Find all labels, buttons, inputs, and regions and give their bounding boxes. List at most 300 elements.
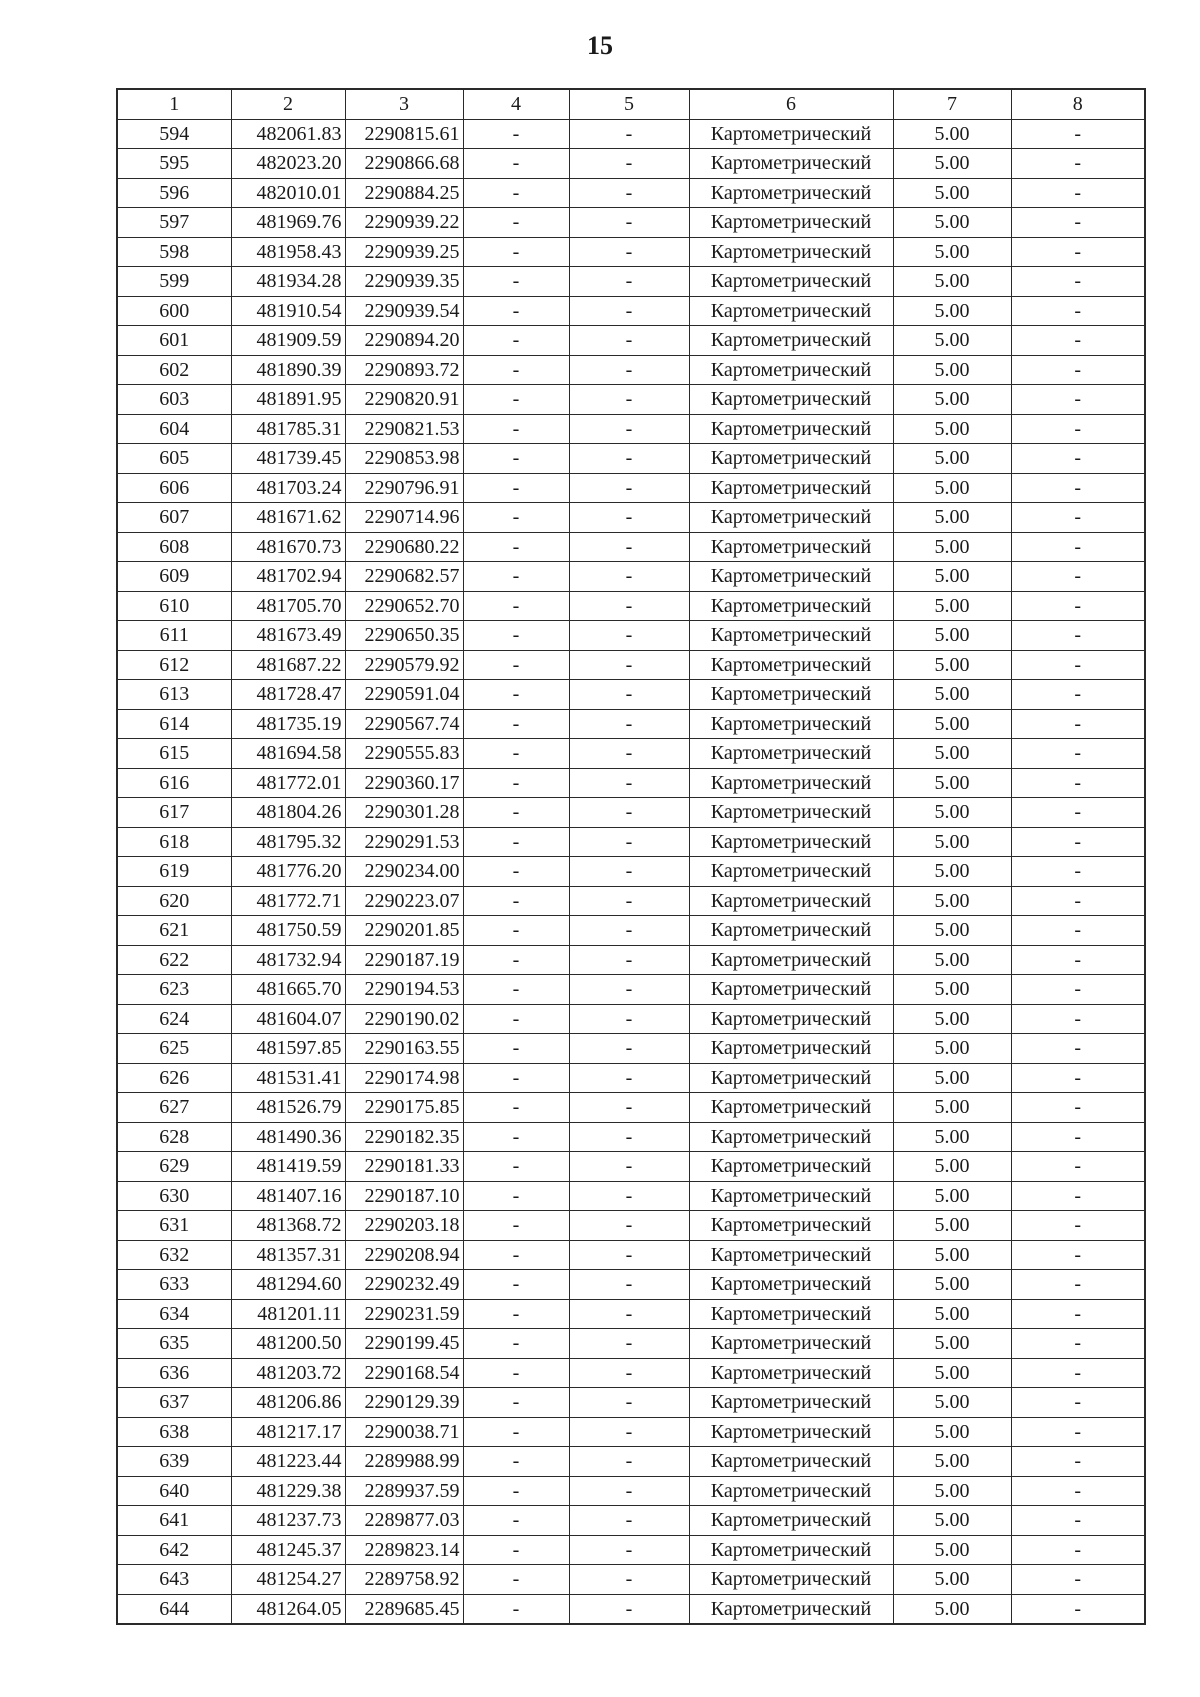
x-coordinate-cell: 481223.44 [231, 1447, 345, 1477]
x-coordinate-cell: 481200.50 [231, 1329, 345, 1359]
x-coordinate-cell: 481419.59 [231, 1152, 345, 1182]
method-cell: Картометрический [689, 1034, 893, 1064]
accuracy-cell: 5.00 [893, 1093, 1011, 1123]
y-coordinate-cell: 2290181.33 [345, 1152, 463, 1182]
accuracy-cell: 5.00 [893, 739, 1011, 769]
table-row [117, 916, 1145, 946]
y-coordinate-cell: 2290796.91 [345, 473, 463, 503]
column-5-cell: - [569, 1093, 689, 1123]
accuracy-cell: 5.00 [893, 1299, 1011, 1329]
x-coordinate-cell: 482061.83 [231, 119, 345, 149]
accuracy-cell: 5.00 [893, 1506, 1011, 1536]
coordinates-table [116, 88, 1146, 1625]
y-coordinate-cell: 2290820.91 [345, 385, 463, 415]
y-coordinate-cell: 2289758.92 [345, 1565, 463, 1595]
x-coordinate-cell: 481750.59 [231, 916, 345, 946]
column-4-cell: - [463, 827, 569, 857]
point-number-cell: 620 [117, 886, 231, 916]
accuracy-cell: 5.00 [893, 149, 1011, 179]
x-coordinate-cell: 481909.59 [231, 326, 345, 356]
method-cell: Картометрический [689, 1004, 893, 1034]
method-cell: Картометрический [689, 326, 893, 356]
x-coordinate-cell: 481671.62 [231, 503, 345, 533]
column-5-cell: - [569, 1417, 689, 1447]
method-cell: Картометрический [689, 1093, 893, 1123]
column-8-cell: - [1011, 532, 1145, 562]
page-number: 15 [587, 31, 613, 60]
x-coordinate-cell: 481728.47 [231, 680, 345, 710]
table-row [117, 1004, 1145, 1034]
column-4-cell: - [463, 886, 569, 916]
x-coordinate-cell: 481490.36 [231, 1122, 345, 1152]
table-row [117, 267, 1145, 297]
column-8-cell: - [1011, 355, 1145, 385]
column-header: 6 [689, 89, 893, 119]
table-row [117, 1476, 1145, 1506]
column-8-cell: - [1011, 886, 1145, 916]
column-5-cell: - [569, 267, 689, 297]
method-cell: Картометрический [689, 1565, 893, 1595]
method-cell: Картометрический [689, 1535, 893, 1565]
y-coordinate-cell: 2289988.99 [345, 1447, 463, 1477]
accuracy-cell: 5.00 [893, 1476, 1011, 1506]
column-4-cell: - [463, 1063, 569, 1093]
column-4-cell: - [463, 1565, 569, 1595]
column-5-cell: - [569, 385, 689, 415]
method-cell: Картометрический [689, 1447, 893, 1477]
column-8-cell: - [1011, 827, 1145, 857]
column-8-cell: - [1011, 178, 1145, 208]
column-8-cell: - [1011, 857, 1145, 887]
y-coordinate-cell: 2290680.22 [345, 532, 463, 562]
method-cell: Картометрический [689, 355, 893, 385]
table-body [117, 119, 1145, 1624]
accuracy-cell: 5.00 [893, 886, 1011, 916]
table-row [117, 650, 1145, 680]
column-4-cell: - [463, 1506, 569, 1536]
method-cell: Картометрический [689, 414, 893, 444]
y-coordinate-cell: 2289877.03 [345, 1506, 463, 1536]
method-cell: Картометрический [689, 650, 893, 680]
column-4-cell: - [463, 119, 569, 149]
column-5-cell: - [569, 1388, 689, 1418]
table-row [117, 385, 1145, 415]
accuracy-cell: 5.00 [893, 768, 1011, 798]
method-cell: Картометрический [689, 149, 893, 179]
column-5-cell: - [569, 355, 689, 385]
accuracy-cell: 5.00 [893, 945, 1011, 975]
table-row [117, 827, 1145, 857]
column-8-cell: - [1011, 1565, 1145, 1595]
accuracy-cell: 5.00 [893, 1004, 1011, 1034]
column-5-cell: - [569, 709, 689, 739]
method-cell: Картометрический [689, 1211, 893, 1241]
column-8-cell: - [1011, 1004, 1145, 1034]
column-5-cell: - [569, 1594, 689, 1624]
point-number-cell: 637 [117, 1388, 231, 1418]
column-5-cell: - [569, 739, 689, 769]
method-cell: Картометрический [689, 532, 893, 562]
accuracy-cell: 5.00 [893, 798, 1011, 828]
x-coordinate-cell: 481890.39 [231, 355, 345, 385]
point-number-cell: 639 [117, 1447, 231, 1477]
table-row [117, 444, 1145, 474]
column-8-cell: - [1011, 768, 1145, 798]
table-row [117, 1388, 1145, 1418]
y-coordinate-cell: 2290821.53 [345, 414, 463, 444]
column-5-cell: - [569, 1476, 689, 1506]
table-row [117, 473, 1145, 503]
y-coordinate-cell: 2290199.45 [345, 1329, 463, 1359]
table-row [117, 709, 1145, 739]
column-8-cell: - [1011, 1093, 1145, 1123]
x-coordinate-cell: 481735.19 [231, 709, 345, 739]
table-row [117, 1152, 1145, 1182]
table-row [117, 975, 1145, 1005]
column-4-cell: - [463, 178, 569, 208]
x-coordinate-cell: 482010.01 [231, 178, 345, 208]
x-coordinate-cell: 482023.20 [231, 149, 345, 179]
column-8-cell: - [1011, 473, 1145, 503]
accuracy-cell: 5.00 [893, 1594, 1011, 1624]
column-8-cell: - [1011, 1447, 1145, 1477]
table-row [117, 1181, 1145, 1211]
x-coordinate-cell: 481357.31 [231, 1240, 345, 1270]
x-coordinate-cell: 481665.70 [231, 975, 345, 1005]
table-row [117, 768, 1145, 798]
point-number-cell: 630 [117, 1181, 231, 1211]
y-coordinate-cell: 2290894.20 [345, 326, 463, 356]
column-5-cell: - [569, 886, 689, 916]
y-coordinate-cell: 2290168.54 [345, 1358, 463, 1388]
column-5-cell: - [569, 1152, 689, 1182]
point-number-cell: 631 [117, 1211, 231, 1241]
y-coordinate-cell: 2290208.94 [345, 1240, 463, 1270]
method-cell: Картометрический [689, 709, 893, 739]
y-coordinate-cell: 2290175.85 [345, 1093, 463, 1123]
column-8-cell: - [1011, 414, 1145, 444]
column-8-cell: - [1011, 562, 1145, 592]
column-5-cell: - [569, 1329, 689, 1359]
point-number-cell: 642 [117, 1535, 231, 1565]
accuracy-cell: 5.00 [893, 1329, 1011, 1359]
column-5-cell: - [569, 1270, 689, 1300]
column-4-cell: - [463, 355, 569, 385]
table-row [117, 886, 1145, 916]
column-5-cell: - [569, 1535, 689, 1565]
table-row [117, 1093, 1145, 1123]
column-5-cell: - [569, 621, 689, 651]
accuracy-cell: 5.00 [893, 237, 1011, 267]
column-8-cell: - [1011, 1535, 1145, 1565]
x-coordinate-cell: 481910.54 [231, 296, 345, 326]
method-cell: Картометрический [689, 1152, 893, 1182]
y-coordinate-cell: 2290187.19 [345, 945, 463, 975]
table-row [117, 591, 1145, 621]
table-row [117, 621, 1145, 651]
method-cell: Картометрический [689, 768, 893, 798]
x-coordinate-cell: 481294.60 [231, 1270, 345, 1300]
y-coordinate-cell: 2290579.92 [345, 650, 463, 680]
method-cell: Картометрический [689, 857, 893, 887]
point-number-cell: 615 [117, 739, 231, 769]
column-8-cell: - [1011, 650, 1145, 680]
y-coordinate-cell: 2289823.14 [345, 1535, 463, 1565]
accuracy-cell: 5.00 [893, 1122, 1011, 1152]
column-5-cell: - [569, 1506, 689, 1536]
column-8-cell: - [1011, 208, 1145, 238]
column-5-cell: - [569, 119, 689, 149]
accuracy-cell: 5.00 [893, 473, 1011, 503]
y-coordinate-cell: 2290291.53 [345, 827, 463, 857]
method-cell: Картометрический [689, 267, 893, 297]
x-coordinate-cell: 481934.28 [231, 267, 345, 297]
column-5-cell: - [569, 149, 689, 179]
x-coordinate-cell: 481705.70 [231, 591, 345, 621]
column-5-cell: - [569, 1063, 689, 1093]
y-coordinate-cell: 2290866.68 [345, 149, 463, 179]
y-coordinate-cell: 2290652.70 [345, 591, 463, 621]
column-5-cell: - [569, 326, 689, 356]
y-coordinate-cell: 2290174.98 [345, 1063, 463, 1093]
table-row [117, 1063, 1145, 1093]
y-coordinate-cell: 2290301.28 [345, 798, 463, 828]
column-4-cell: - [463, 916, 569, 946]
column-5-cell: - [569, 916, 689, 946]
column-5-cell: - [569, 414, 689, 444]
table-row [117, 1122, 1145, 1152]
table-header-row [117, 89, 1145, 119]
method-cell: Картометрический [689, 178, 893, 208]
point-number-cell: 603 [117, 385, 231, 415]
column-8-cell: - [1011, 1240, 1145, 1270]
column-header: 7 [893, 89, 1011, 119]
y-coordinate-cell: 2290190.02 [345, 1004, 463, 1034]
y-coordinate-cell: 2290038.71 [345, 1417, 463, 1447]
column-5-cell: - [569, 1565, 689, 1595]
column-8-cell: - [1011, 1299, 1145, 1329]
point-number-cell: 601 [117, 326, 231, 356]
x-coordinate-cell: 481254.27 [231, 1565, 345, 1595]
column-8-cell: - [1011, 739, 1145, 769]
x-coordinate-cell: 481891.95 [231, 385, 345, 415]
accuracy-cell: 5.00 [893, 680, 1011, 710]
table-row [117, 945, 1145, 975]
column-8-cell: - [1011, 119, 1145, 149]
point-number-cell: 596 [117, 178, 231, 208]
column-header: 8 [1011, 89, 1145, 119]
method-cell: Картометрический [689, 886, 893, 916]
x-coordinate-cell: 481201.11 [231, 1299, 345, 1329]
x-coordinate-cell: 481776.20 [231, 857, 345, 887]
column-4-cell: - [463, 1358, 569, 1388]
point-number-cell: 602 [117, 355, 231, 385]
column-header: 4 [463, 89, 569, 119]
column-8-cell: - [1011, 444, 1145, 474]
column-8-cell: - [1011, 680, 1145, 710]
column-8-cell: - [1011, 1270, 1145, 1300]
table-row [117, 119, 1145, 149]
column-header: 5 [569, 89, 689, 119]
column-5-cell: - [569, 444, 689, 474]
point-number-cell: 627 [117, 1093, 231, 1123]
method-cell: Картометрический [689, 444, 893, 474]
accuracy-cell: 5.00 [893, 1240, 1011, 1270]
method-cell: Картометрический [689, 296, 893, 326]
y-coordinate-cell: 2290893.72 [345, 355, 463, 385]
method-cell: Картометрический [689, 1122, 893, 1152]
x-coordinate-cell: 481673.49 [231, 621, 345, 651]
accuracy-cell: 5.00 [893, 916, 1011, 946]
point-number-cell: 636 [117, 1358, 231, 1388]
method-cell: Картометрический [689, 739, 893, 769]
table-row [117, 1211, 1145, 1241]
x-coordinate-cell: 481795.32 [231, 827, 345, 857]
column-5-cell: - [569, 768, 689, 798]
point-number-cell: 644 [117, 1594, 231, 1624]
method-cell: Картометрический [689, 1506, 893, 1536]
table-row [117, 562, 1145, 592]
table-row [117, 326, 1145, 356]
column-4-cell: - [463, 1329, 569, 1359]
method-cell: Картометрический [689, 1063, 893, 1093]
x-coordinate-cell: 481687.22 [231, 650, 345, 680]
x-coordinate-cell: 481739.45 [231, 444, 345, 474]
x-coordinate-cell: 481969.76 [231, 208, 345, 238]
method-cell: Картометрический [689, 916, 893, 946]
column-5-cell: - [569, 827, 689, 857]
point-number-cell: 643 [117, 1565, 231, 1595]
column-5-cell: - [569, 680, 689, 710]
point-number-cell: 638 [117, 1417, 231, 1447]
point-number-cell: 609 [117, 562, 231, 592]
x-coordinate-cell: 481206.86 [231, 1388, 345, 1418]
table-row [117, 1270, 1145, 1300]
column-5-cell: - [569, 1122, 689, 1152]
table-row [117, 1417, 1145, 1447]
column-8-cell: - [1011, 1417, 1145, 1447]
column-4-cell: - [463, 1535, 569, 1565]
accuracy-cell: 5.00 [893, 1388, 1011, 1418]
y-coordinate-cell: 2290650.35 [345, 621, 463, 651]
method-cell: Картометрический [689, 503, 893, 533]
column-5-cell: - [569, 1034, 689, 1064]
column-4-cell: - [463, 149, 569, 179]
column-5-cell: - [569, 503, 689, 533]
point-number-cell: 607 [117, 503, 231, 533]
column-8-cell: - [1011, 237, 1145, 267]
column-5-cell: - [569, 591, 689, 621]
column-4-cell: - [463, 1034, 569, 1064]
y-coordinate-cell: 2290853.98 [345, 444, 463, 474]
point-number-cell: 634 [117, 1299, 231, 1329]
method-cell: Картометрический [689, 1181, 893, 1211]
y-coordinate-cell: 2290567.74 [345, 709, 463, 739]
table-row [117, 1240, 1145, 1270]
method-cell: Картометрический [689, 237, 893, 267]
column-8-cell: - [1011, 1358, 1145, 1388]
accuracy-cell: 5.00 [893, 1034, 1011, 1064]
point-number-cell: 635 [117, 1329, 231, 1359]
column-5-cell: - [569, 1447, 689, 1477]
x-coordinate-cell: 481670.73 [231, 532, 345, 562]
x-coordinate-cell: 481694.58 [231, 739, 345, 769]
point-number-cell: 617 [117, 798, 231, 828]
column-5-cell: - [569, 296, 689, 326]
y-coordinate-cell: 2290939.22 [345, 208, 463, 238]
accuracy-cell: 5.00 [893, 1447, 1011, 1477]
column-8-cell: - [1011, 975, 1145, 1005]
x-coordinate-cell: 481245.37 [231, 1535, 345, 1565]
point-number-cell: 608 [117, 532, 231, 562]
column-8-cell: - [1011, 1388, 1145, 1418]
column-4-cell: - [463, 709, 569, 739]
table-row [117, 1299, 1145, 1329]
y-coordinate-cell: 2290234.00 [345, 857, 463, 887]
x-coordinate-cell: 481702.94 [231, 562, 345, 592]
method-cell: Картометрический [689, 1417, 893, 1447]
table-row [117, 296, 1145, 326]
table-row [117, 355, 1145, 385]
table-row [117, 1535, 1145, 1565]
point-number-cell: 606 [117, 473, 231, 503]
y-coordinate-cell: 2290591.04 [345, 680, 463, 710]
column-4-cell: - [463, 1417, 569, 1447]
column-4-cell: - [463, 1211, 569, 1241]
column-4-cell: - [463, 975, 569, 1005]
accuracy-cell: 5.00 [893, 326, 1011, 356]
column-4-cell: - [463, 857, 569, 887]
accuracy-cell: 5.00 [893, 119, 1011, 149]
point-number-cell: 595 [117, 149, 231, 179]
method-cell: Картометрический [689, 1594, 893, 1624]
x-coordinate-cell: 481703.24 [231, 473, 345, 503]
accuracy-cell: 5.00 [893, 208, 1011, 238]
accuracy-cell: 5.00 [893, 1152, 1011, 1182]
column-8-cell: - [1011, 1181, 1145, 1211]
point-number-cell: 624 [117, 1004, 231, 1034]
y-coordinate-cell: 2290939.54 [345, 296, 463, 326]
column-4-cell: - [463, 414, 569, 444]
point-number-cell: 616 [117, 768, 231, 798]
column-4-cell: - [463, 1594, 569, 1624]
accuracy-cell: 5.00 [893, 975, 1011, 1005]
method-cell: Картометрический [689, 1388, 893, 1418]
accuracy-cell: 5.00 [893, 355, 1011, 385]
point-number-cell: 599 [117, 267, 231, 297]
column-4-cell: - [463, 326, 569, 356]
method-cell: Картометрический [689, 119, 893, 149]
accuracy-cell: 5.00 [893, 1181, 1011, 1211]
column-4-cell: - [463, 1240, 569, 1270]
table-row [117, 237, 1145, 267]
accuracy-cell: 5.00 [893, 827, 1011, 857]
x-coordinate-cell: 481958.43 [231, 237, 345, 267]
x-coordinate-cell: 481772.71 [231, 886, 345, 916]
y-coordinate-cell: 2290194.53 [345, 975, 463, 1005]
y-coordinate-cell: 2290815.61 [345, 119, 463, 149]
column-5-cell: - [569, 473, 689, 503]
method-cell: Картометрический [689, 385, 893, 415]
column-5-cell: - [569, 208, 689, 238]
column-4-cell: - [463, 532, 569, 562]
method-cell: Картометрический [689, 1476, 893, 1506]
column-8-cell: - [1011, 1476, 1145, 1506]
y-coordinate-cell: 2290129.39 [345, 1388, 463, 1418]
x-coordinate-cell: 481368.72 [231, 1211, 345, 1241]
column-5-cell: - [569, 1358, 689, 1388]
method-cell: Картометрический [689, 975, 893, 1005]
